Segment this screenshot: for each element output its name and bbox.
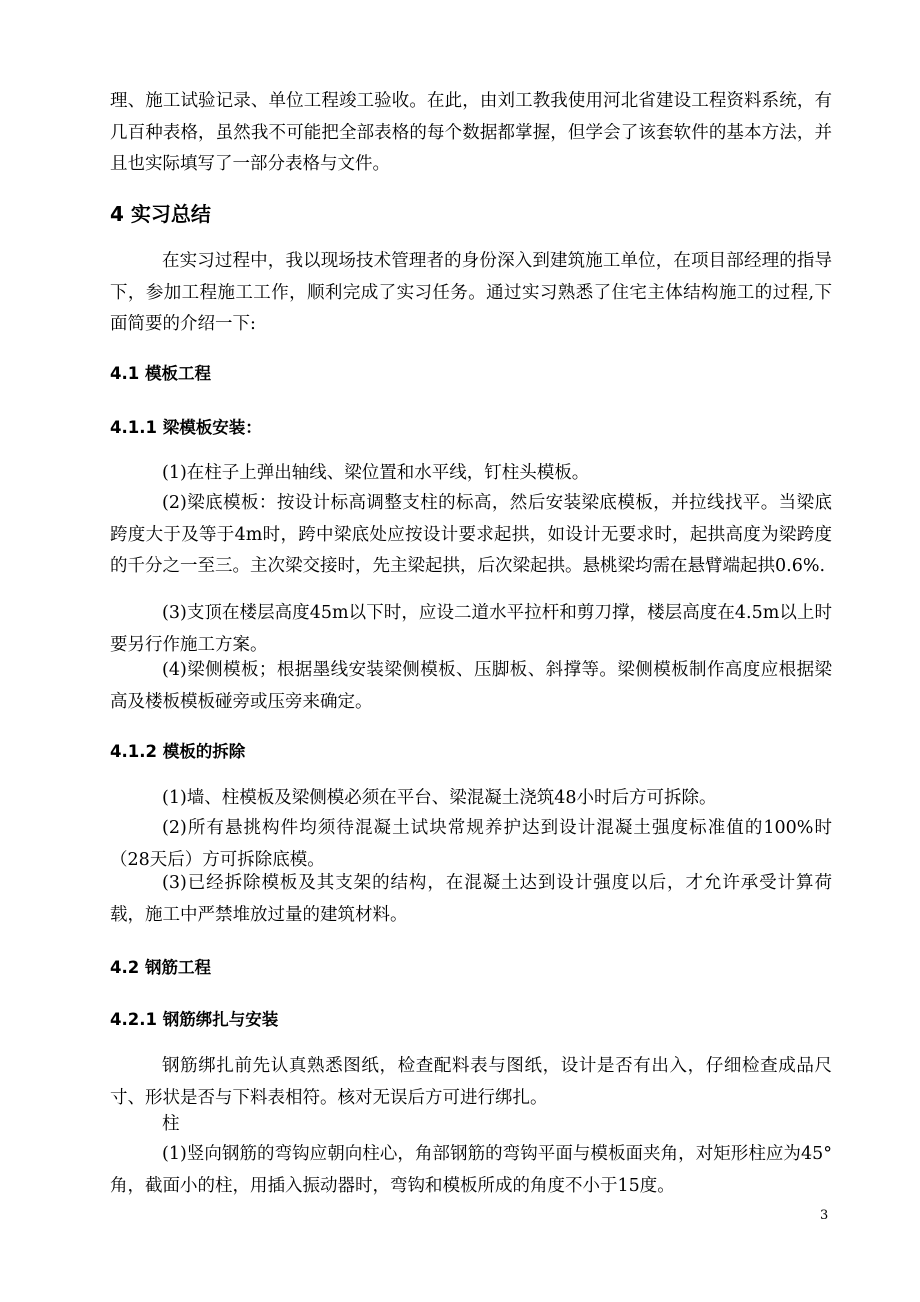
paragraph-rebar-prep: 钢筋绑扎前先认真熟悉图纸，检查配料表与图纸，设计是否有出入，仔细检查成品尺寸、形状是否与下料表相符。核对无误后方可进行绑扎。 [110, 1056, 832, 1108]
list-item-4-1-1-3: (3)支顶在楼层高度45m以下时，应设二道水平拉杆和剪刀撑，楼层高度在4.5m以上时要另行作施工方案。 [110, 603, 832, 655]
section-heading-4-1-2: 4.1.2 模板的拆除 [110, 742, 246, 761]
list-item-4-1-1-1: (1)在柱子上弹出轴线、梁位置和水平线，钉柱头模板。 [162, 463, 590, 483]
list-item-4-2-1-1: (1)竖向钢筋的弯钩应朝向柱心，角部钢筋的弯钩平面与模板面夹角，对矩形柱应为45° 角，截面小的柱，用插入振动器时，弯钩和模板所成的角度不小于15度。 [110, 1144, 832, 1196]
section-heading-4-2-1: 4.2.1 钢筋绑扎与安装 [110, 1010, 279, 1029]
list-item-4-1-2-3: (3)已经拆除模板及其支架的结构，在混凝土达到设计强度以后，才允许承受计算荷载，施工中严禁堆放过量的建筑材料。 [110, 873, 832, 925]
page-number: 3 [820, 1208, 829, 1223]
list-item-4-1-2-2: (2)所有悬挑构件均须待混凝土试块常规养护达到设计混凝土强度标准值的100%时（28天后）方可拆除底模。 [110, 818, 832, 870]
section-heading-4: 4 实习总结 [110, 202, 211, 226]
list-item-4-1-2-1: (1)墙、柱模板及梁侧模必须在平台、梁混凝土浇筑48小时后方可拆除。 [162, 788, 717, 808]
list-item-4-1-1-2: (2)梁底模板：按设计标高调整支柱的标高，然后安装梁底模板，并拉线找平。当梁底跨度大于及等于4m时，跨中梁底处应按设计要求起拱，如设计无要求时，起拱高度为梁跨度的千分之一至三。主次梁交接时，先主梁起拱，后次梁起拱。悬桃梁均需在悬臂端起拱0.6%. [110, 493, 832, 576]
paragraph-summary: 在实习过程中，我以现场技术管理者的身份深入到建筑施工单位，在项目部经理的指导下，参加工程施工工作，顺利完成了实习任务。通过实习熟悉了住宅主体结构施工的过程,下面简要的介绍一下: [110, 251, 832, 334]
section-heading-4-1-1: 4.1.1 梁模板安装： [110, 418, 262, 437]
list-item-4-1-1-4: (4)梁侧模板；根据墨线安装梁侧模板、压脚板、斜撑等。梁侧模板制作高度应根据梁高及楼板模板碰旁或压旁来确定。 [110, 660, 832, 712]
paragraph-intro-continuation: 理、施工试验记录、单位工程竣工验收。在此，由刘工教我使用河北省建设工程资料系统，有几百种表格，虽然我不可能把全部表格的每个数据都掌握，但学会了该套软件的基本方法，并且也实际填写了一部分表格与文件。 [110, 91, 832, 174]
section-heading-4-2: 4.2 钢筋工程 [110, 958, 211, 977]
paragraph-column-label: 柱 [162, 1114, 180, 1134]
section-heading-4-1: 4.1 模板工程 [110, 364, 211, 383]
